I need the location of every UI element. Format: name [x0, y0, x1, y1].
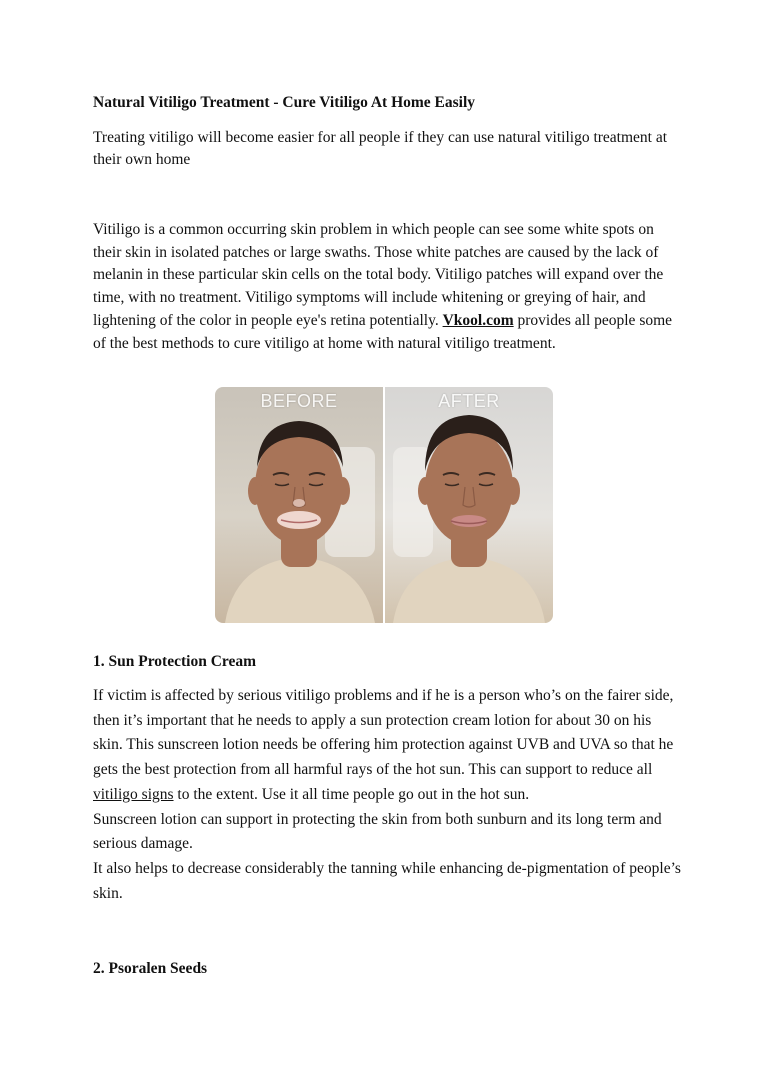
sun-text-start: If victim is affected by serious vitiligo problems and if he is a person who’s on the fairer side, then it’s important that he needs to apply a sun protection cream lotion for about 30 on his skin. This sunscreen lotion needs be offering him protection against UVB and UVA so that he gets the best protection from all harmful rays of the hot sun. This can support to reduce all	[93, 687, 674, 779]
before-label: BEFORE	[260, 391, 338, 411]
after-photo-panel	[385, 387, 553, 623]
vkool-link[interactable]: Vkool.com	[442, 311, 514, 329]
sun-protection-paragraph-3: It also helps to decrease considerably the tanning while enhancing de-pigmentation of people’s skin.	[93, 859, 681, 902]
before-after-photo	[215, 387, 553, 623]
sun-protection-body	[93, 684, 683, 906]
vitiligo-description-paragraph	[93, 219, 683, 355]
after-label: AFTER	[438, 391, 500, 411]
section-heading-psoralen-seeds: 2. Psoralen Seeds	[93, 960, 208, 977]
description-text-start: Vitiligo is a common occurring skin problem in which people can see some white spots on their skin in isolated patches or large swaths. Those white patches are caused by the lack of melanin in these particular skin cells on the total body. Vitiligo patches will expand over the time, with no treatment. Vitiligo symptoms will include whitening or greying of hair, and lightening of the color in people eye's retina potentially.	[93, 221, 664, 329]
sun-text-end: to the extent. Use it all time people go out in the hot sun.	[173, 785, 530, 803]
sun-protection-paragraph-1	[93, 684, 683, 808]
sun-protection-paragraph-2: Sunscreen lotion can support in protecting the skin from both sunburn and its long term and serious damage.	[93, 810, 662, 853]
vitiligo-signs-link[interactable]: vitiligo signs	[93, 785, 174, 803]
description-text-end: provides all people some of the best methods to cure vitiligo at home with natural vitiligo treatment.	[93, 311, 673, 352]
article-title: Natural Vitiligo Treatment - Cure Vitiligo At Home Easily	[93, 94, 476, 111]
intro-paragraph: Treating vitiligo will become easier for all people if they can use natural vitiligo treatment at their own home	[93, 129, 668, 168]
section-heading-sun-protection: 1. Sun Protection Cream	[93, 653, 257, 670]
after-face-illustration	[385, 387, 553, 623]
before-photo-panel	[215, 387, 383, 623]
before-face-illustration	[215, 387, 383, 623]
